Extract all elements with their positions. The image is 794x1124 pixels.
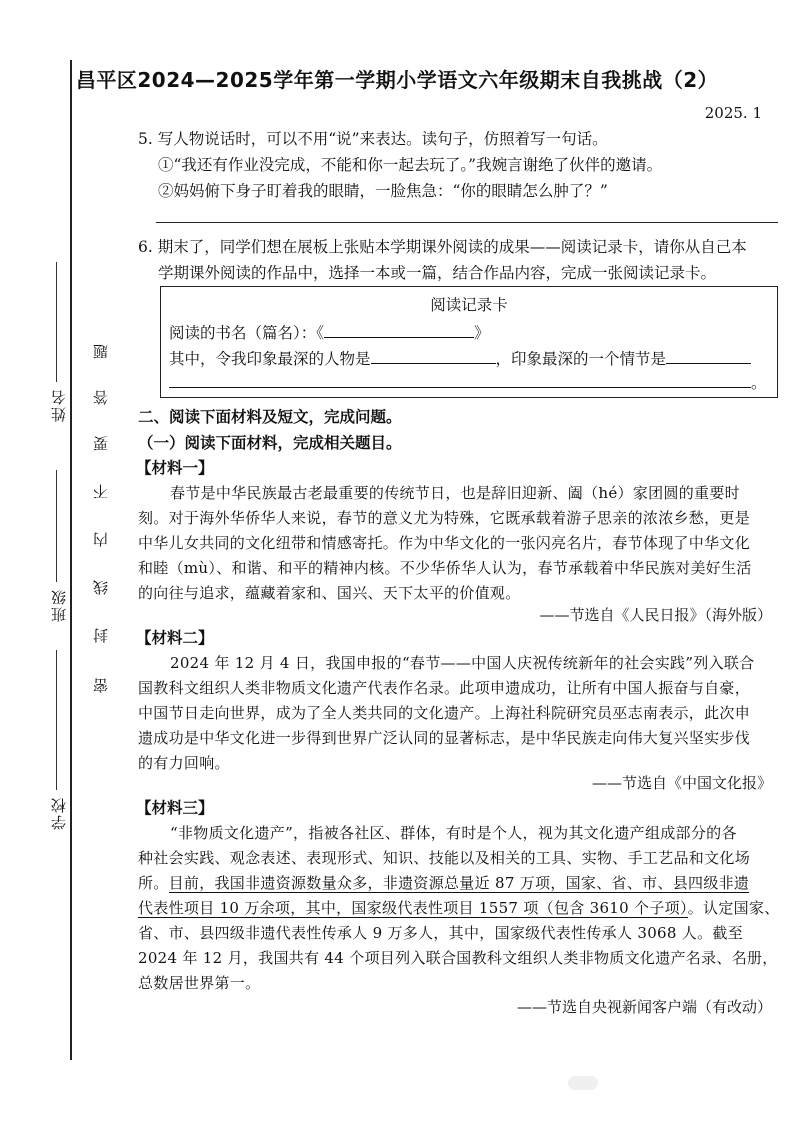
m2-label: 【材料二】 [136, 629, 214, 647]
section2-heading: 二、阅读下面材料及短文，完成问题。 [138, 408, 402, 426]
m2-line: 中国节日走向世界，成为了全人类共同的文化遗产。上海社科院研究员巫志南表示，此次申 [138, 704, 751, 722]
seal-char: 不 [92, 484, 110, 499]
m3-line3-plain: 所。 [138, 874, 169, 892]
seal-char: 线 [92, 580, 110, 595]
card-plot-row [169, 371, 767, 393]
q5-answer-line[interactable] [156, 222, 778, 223]
section2-sub1: （一）阅读下面材料，完成相关题目。 [138, 434, 402, 452]
m2-source: ——节选自《中国文化报》 [591, 774, 772, 792]
m1-line: 刻。对于海外华侨华人来说，春节的意义尤为特殊，它既承载着游子思亲的浓浓乡愁，更是 [138, 509, 751, 527]
m3-line4-plain: 。认定国家、 [687, 899, 780, 917]
school-blank [56, 650, 57, 790]
m2-line: 的有力回响。 [138, 754, 230, 772]
binding-line [70, 60, 72, 1060]
seal-char: 答 [92, 390, 110, 405]
school-label: 学校 [50, 796, 68, 830]
m1-line: 的向往与追求，蕴藏着家和、国兴、天下太平的价值观。 [138, 584, 521, 602]
q5-example-2: ②妈妈俯下身子盯着我的眼睛，一脸焦急：“你的眼睛怎么肿了？” [158, 182, 608, 200]
q5-example-1: ①“我还有作业没完成，不能和你一起去玩了。”我婉言谢绝了伙伴的邀请。 [158, 156, 663, 174]
m2-line: 国教科文组织人类非物质文化遗产代表作名录。此项申遗成功，让所有中国人振奋与自豪， [138, 679, 751, 697]
m3-line: 种社会实践、观念表述、表现形式、知识、技能以及相关的工具、实物、手工艺品和文化场 [138, 849, 751, 867]
book-title-blank[interactable] [324, 321, 474, 338]
m3-line3-underlined: 目前，我国非遗资源数量众多，非遗资源总量近 87 万项，国家、省、市、县四级非遗 [168, 874, 750, 892]
book-label: 阅读的书名（篇名）：《 [169, 324, 325, 342]
m3-label: 【材料三】 [136, 799, 214, 817]
m2-line: 2024 年 12 月 4 日，我国申报的“春节——中国人庆祝传统新年的社会实践”列入联合 [170, 654, 755, 672]
q6-stem-line2: 学期课外阅读的作品中，选择一本或一篇，结合作品内容，完成一张阅读记录卡。 [158, 264, 717, 282]
m1-line: 和睦（mù）、和谐、和平的精神内核。不少华侨华人认为，春节承载着中华民族对美好生活 [138, 559, 752, 577]
seal-char: 要 [92, 436, 110, 451]
seal-char: 密 [92, 678, 110, 693]
m1-line: 春节是中华民族最古老最重要的传统节日，也是辞旧迎新、阖（hé）家团圆的重要时 [170, 484, 740, 502]
exam-date: 2025. 1 [704, 104, 762, 122]
class-blank [56, 470, 57, 582]
m3-line4-underlined: 代表性项目 10 万余项，其中，国家级代表性项目 1557 项（包含 3610 个子项） [138, 899, 688, 917]
q6-stem-line1: 6. 期末了，同学们想在展板上张贴本学期课外阅读的成果——阅读记录卡，请你从自己本 [138, 238, 747, 256]
page-title: 昌平区2024—2025学年第一学期小学语文六年级期末自我挑战（2） [75, 68, 719, 92]
m2-line: 遗成功是中华文化进一步得到世界广泛认同的显著标志，是中华民族走向伟大复兴坚实步伐 [138, 729, 751, 747]
m3-line: 2024 年 12 月，我国共有 44 个项目列入联合国教科文组织人类非物质文化遗产名录、名册， [138, 949, 778, 967]
m1-line: 中华儿女共同的文化纽带和情感寄托。作为中华文化的一张闪亮名片，春节体现了中华文化 [138, 534, 751, 552]
seal-char: 封 [92, 628, 110, 643]
person-label: 其中，令我印象最深的人物是 [169, 350, 371, 368]
m3-line: 省、市、县四级非遗代表性传承人 9 万多人，其中，国家级代表性传承人 3068 人。截至 [138, 924, 743, 942]
card-title: 阅读记录卡 [430, 296, 508, 314]
card-book-row [169, 321, 490, 343]
m1-label: 【材料一】 [136, 459, 214, 477]
m3-line [138, 897, 780, 919]
plot-blank-2[interactable] [169, 371, 751, 388]
scan-smudge [568, 1076, 598, 1090]
m1-source: ——节选自《人民日报》（海外版） [539, 606, 772, 624]
reading-record-card [160, 286, 778, 398]
name-blank [56, 262, 57, 382]
seal-char: 题 [92, 344, 110, 359]
m3-source: ——节选自央视新闻客户端（有改动） [516, 998, 772, 1016]
seal-char: 内 [92, 532, 110, 547]
card-end-mark: 。 [751, 374, 767, 392]
name-label: 姓名 [50, 388, 68, 422]
plot-blank-1[interactable] [666, 347, 751, 364]
book-close: 》 [474, 324, 490, 342]
m3-line: 总数居世界第一。 [138, 974, 261, 992]
person-blank[interactable] [371, 347, 496, 364]
plot-label: ，印象最深的一个情节是 [495, 350, 667, 368]
q5-stem: 5. 写人物说话时，可以不用“说”来表达。读句子，仿照着写一句话。 [138, 130, 608, 148]
card-person-row [169, 347, 751, 369]
m3-line [138, 872, 749, 894]
class-label: 班级 [50, 588, 68, 622]
m3-line: “非物质文化遗产”，指被各社区、群体，有时是个人，视为其文化遗产组成部分的各 [170, 824, 737, 842]
